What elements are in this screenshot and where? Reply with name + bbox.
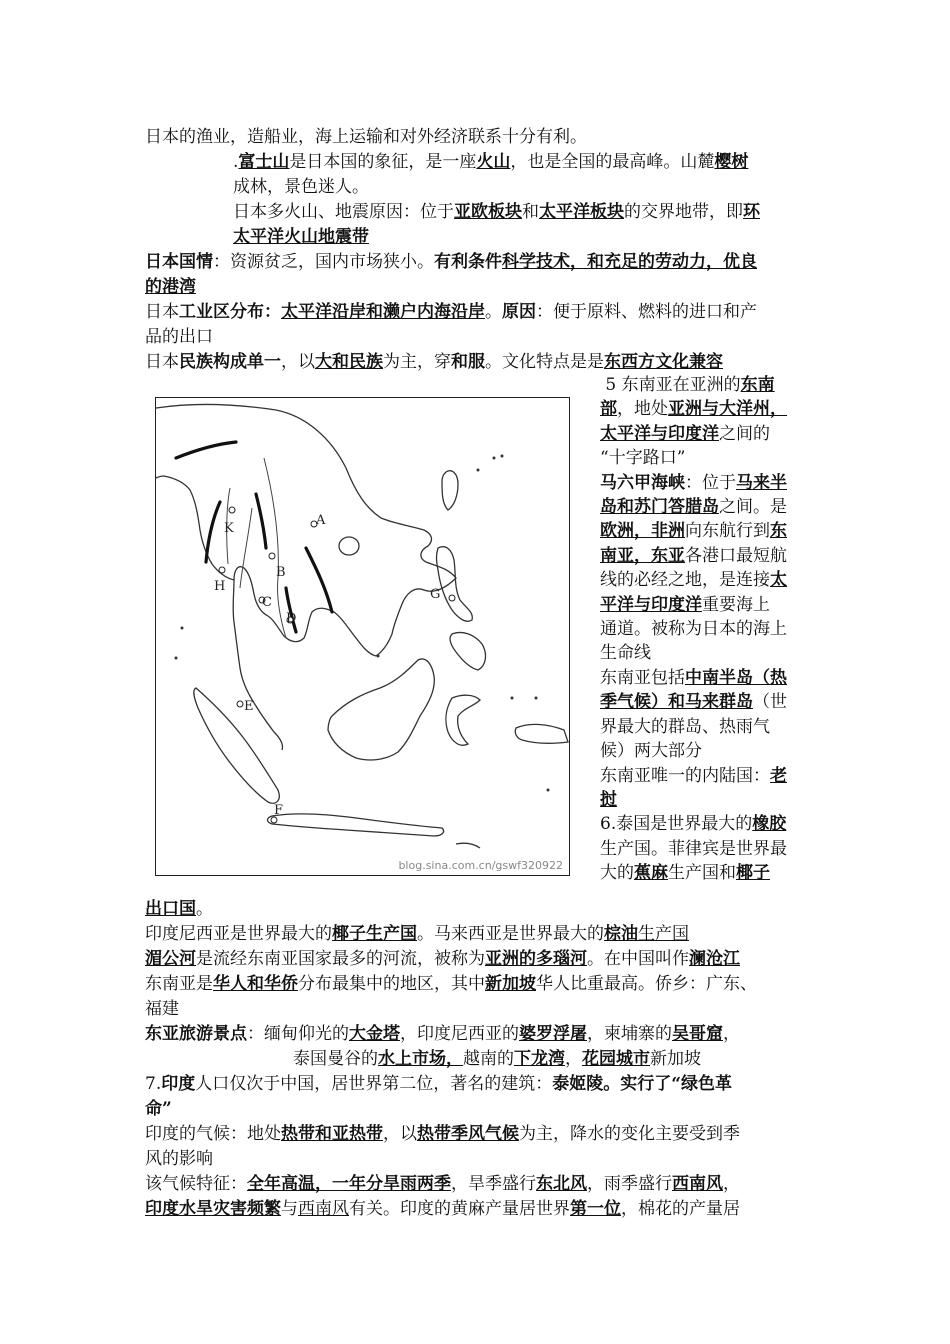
luzon [437, 547, 473, 622]
bay-of-bengal-coast [156, 476, 234, 580]
map-label-e: E [244, 699, 254, 714]
mindanao [450, 632, 486, 670]
river-irrawaddy [240, 508, 252, 588]
text-line-1: 日本的渔业，造船业，海上运输和对外经济联系十分有利。 [145, 127, 587, 147]
col-line: 部，地处亚洲与大洋州， [600, 399, 787, 420]
text-line-5: 太平洋火山地震带 [233, 227, 369, 247]
malay-peninsula [233, 567, 282, 750]
text-line-21: 风的影响 [145, 1149, 213, 1169]
text-line-19: 命” [145, 1099, 172, 1119]
col-line: 太平洋与印度洋之间的 [600, 423, 770, 444]
java [268, 814, 444, 836]
text-line-10: 日本民族构成单一，以大和民族为主，穿和服。文化特点是是东西方文化兼容 [145, 352, 723, 372]
text-line-11: 出口国。 [145, 899, 213, 919]
col-line: 候）两大部分 [600, 741, 702, 762]
text-line-2: .富士山是日本国的象征，是一座火山，也是全国的最高峰。山麓樱树 [233, 152, 749, 172]
col-line: 季气候）和马来群岛（世 [600, 692, 787, 713]
borneo [328, 659, 434, 760]
col-line: 挝 [600, 789, 617, 810]
text-line-15: 福建 [145, 999, 179, 1019]
text-line-20: 印度的气候：地处热带和亚热带，以热带季风气候为主，降水的变化主要受到季 [145, 1124, 740, 1144]
sumatra [194, 688, 279, 803]
range-k [256, 494, 266, 548]
map-drawing [156, 398, 569, 875]
text-line-12: 印度尼西亚是世界最大的椰子生产国。马来西亚是世界最大的棕油生产国 [145, 924, 689, 944]
right-column-text [600, 373, 810, 886]
new-guinea [515, 724, 568, 743]
col-line: 生命线 [600, 643, 651, 664]
text-line-17: 泰国曼谷的水上市场，越南的下龙湾，花园城市新加坡 [293, 1049, 701, 1069]
text-line-7: 的港湾 [145, 277, 196, 297]
range-annamite [306, 548, 332, 612]
sulawesi [446, 695, 480, 745]
text-line-8: 日本工业区分布：太平洋沿岸和濑户内海沿岸。原因：便于原料、燃料的进口和产 [145, 302, 757, 322]
text-line-13: 湄公河是流经东南亚国家最多的河流，被称为亚洲的多瑙河。在中国叫作澜沧江 [145, 949, 740, 969]
col-line: 6.泰国是世界最大的橡胶 [600, 814, 787, 835]
text-line-22: 该气候特征：全年高温，一年分旱雨两季，旱季盛行东北风，雨季盛行西南风， [145, 1174, 740, 1194]
text-line-9: 品的出口 [145, 327, 213, 347]
col-line: “十字路口” [600, 448, 686, 469]
col-line: 岛和苏门答腊岛之间。是 [600, 497, 787, 518]
map-label-b: B [276, 565, 286, 580]
map-label-k: K [224, 521, 234, 536]
text-line-16: 东亚旅游景点：缅甸仰光的大金塔，印度尼西亚的婆罗浮屠，柬埔寨的吴哥窟， [145, 1024, 740, 1044]
taiwan [442, 471, 458, 510]
col-line: 东南亚包括中南半岛（热 [600, 667, 787, 688]
range-arakan [206, 502, 220, 562]
map-label-d: D [286, 611, 297, 626]
col-line: 线的必经之地，是连接太 [600, 570, 787, 591]
southeast-asia-map [155, 397, 570, 876]
col-line: 界最大的群岛、热雨气 [600, 716, 770, 737]
col-line: 生产国。菲律宾是世界最 [600, 838, 787, 859]
map-watermark: blog.sina.com.cn/gswf320922 [398, 859, 563, 872]
text-line-4: 日本多火山、地震原因：位于亚欧板块和太平洋板块的交界地带，即环 [233, 202, 760, 222]
lesser-sunda [456, 843, 480, 848]
map-label-h: H [214, 579, 226, 594]
col-line: 大的蕉麻生产国和椰子 [600, 863, 770, 884]
col-line: 南亚，东亚各港口最短航 [600, 545, 787, 566]
col-line: 平洋与印度洋重要海上 [600, 594, 770, 615]
col-line: 5 东南亚在亚洲的东南 [605, 375, 775, 395]
map-label-a: A [316, 513, 326, 528]
col-line: 东南亚唯一的内陆国：老 [600, 765, 787, 786]
text-line-6: 日本国情：资源贫乏，国内市场狭小。有利条件科学技术，和充足的劳动力，优良 [145, 252, 757, 272]
hainan [339, 537, 359, 555]
map-label-c: C [262, 595, 272, 610]
col-line: 马六甲海峡：位于马来半 [600, 472, 787, 493]
col-line: 通道。被称为日本的海上 [600, 619, 787, 640]
col-line: 欧洲，非洲向东航行到东 [600, 521, 787, 542]
text-line-14: 东南亚是华人和华侨分布最集中的地区，其中新加坡华人比重最高。侨乡：广东、 [145, 974, 757, 994]
map-label-f: F [274, 803, 284, 818]
text-line-23: 印度水旱灾害频繁与西南风有关。印度的黄麻产量居世界第一位，棉花的产量居 [145, 1199, 740, 1219]
text-line-3: 成林，景色迷人。 [233, 177, 369, 197]
text-line-18: 7.印度人口仅次于中国，居世界第二位，著名的建筑：泰姬陵。实行了“绿色革 [145, 1074, 733, 1094]
china-coast [156, 404, 456, 656]
range-north [176, 442, 236, 458]
map-label-g: G [430, 587, 441, 602]
